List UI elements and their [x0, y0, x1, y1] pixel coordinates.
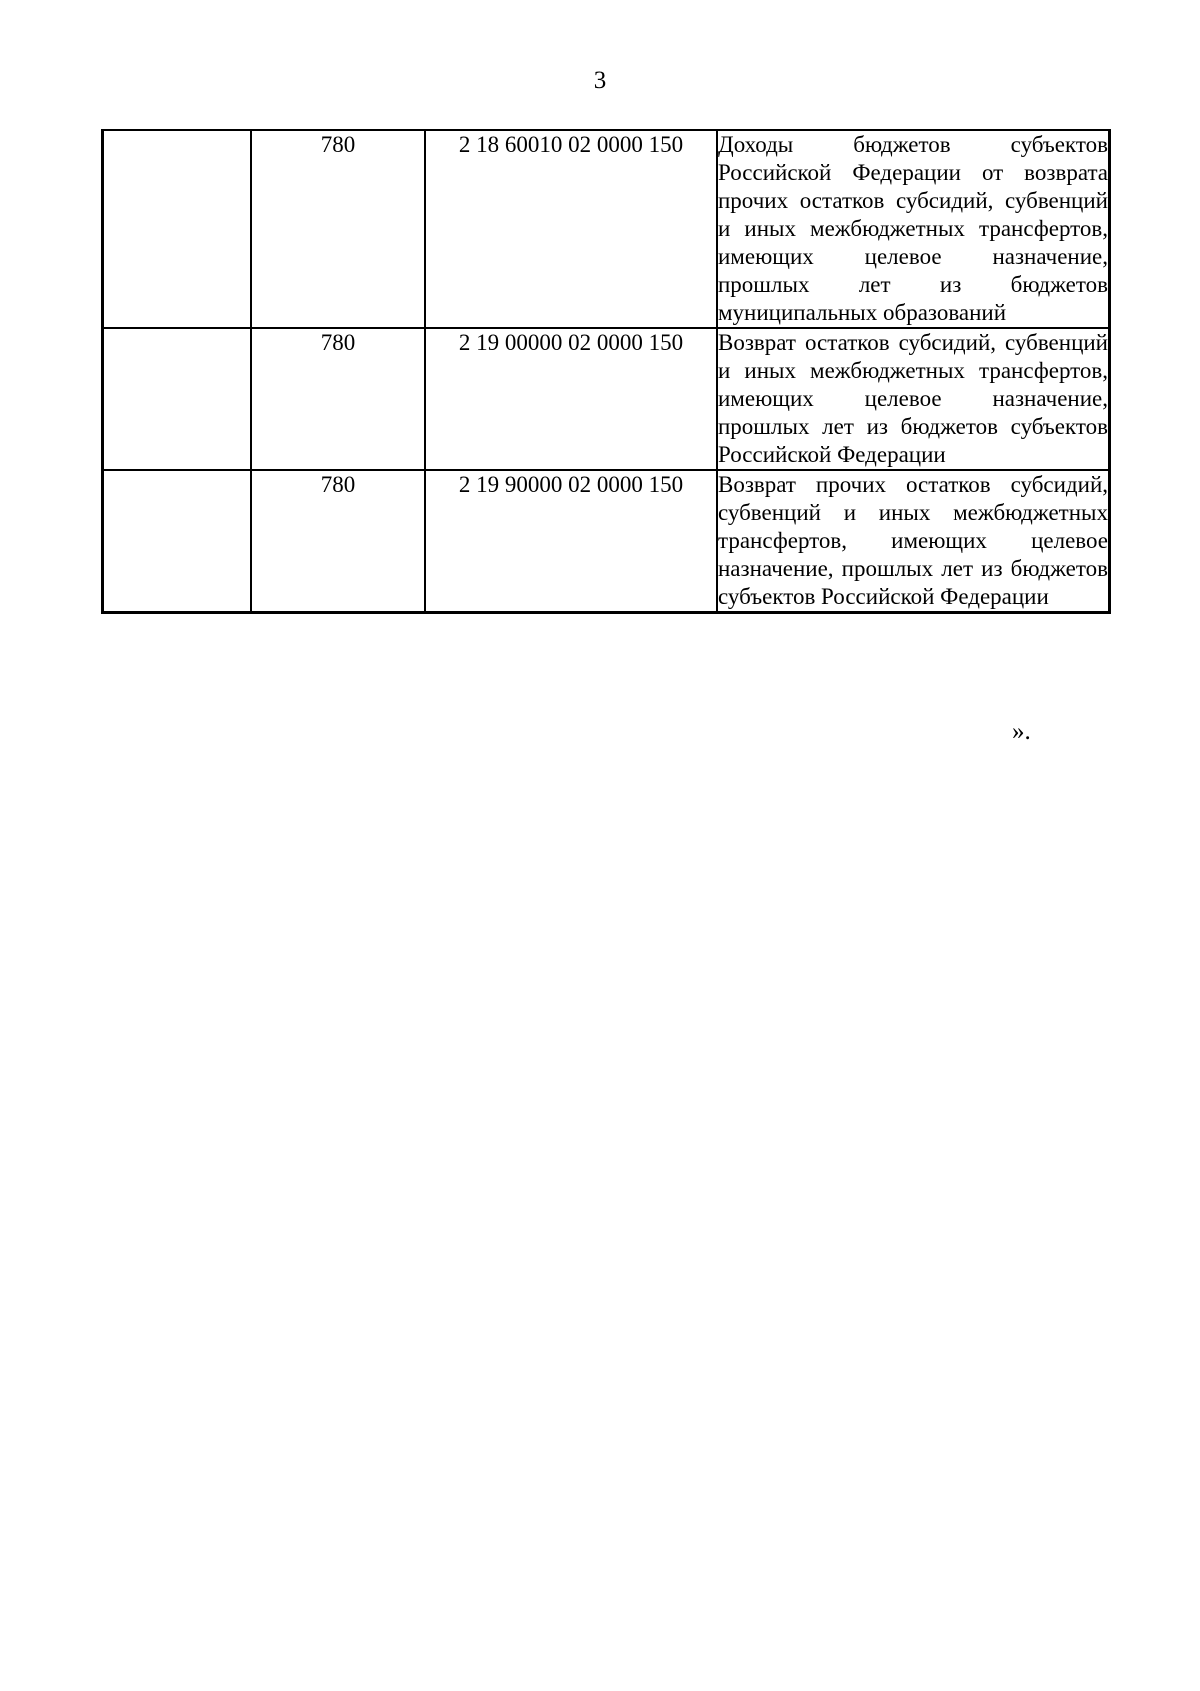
- kbk-code-cell: 2 19 90000 02 0000 150: [425, 470, 717, 613]
- kbk-code-cell: 2 19 00000 02 0000 150: [425, 328, 717, 470]
- admin-code-cell: 780: [251, 130, 425, 328]
- closing-quote-mark: ».: [1012, 718, 1031, 745]
- income-name-cell: Возврат прочих остатков субсидий, субвенций и иных межбюджетных трансфертов, имеющих целевое назначение, прошлых лет из бюджетов субъектов Российской Федерации: [717, 470, 1110, 613]
- page-number: 3: [593, 67, 607, 94]
- admin-code-cell: 780: [251, 470, 425, 613]
- table-row: [103, 470, 1110, 613]
- admin-code-cell: 780: [251, 328, 425, 470]
- kbk-code-cell: 2 18 60010 02 0000 150: [425, 130, 717, 328]
- table-cell-empty: [103, 130, 252, 328]
- table-cell-empty: [103, 470, 252, 613]
- table-row: [103, 328, 1110, 470]
- income-name-cell: Доходы бюджетов субъектов Российской Федерации от возврата прочих остатков субсидий, субвенций и иных межбюджетных трансфертов, имеющих целевое назначение, прошлых лет из бюджетов муниципальных образований: [717, 130, 1110, 328]
- table-cell-empty: [103, 328, 252, 470]
- table-row: [103, 130, 1110, 328]
- budget-classification-table: [101, 129, 1111, 614]
- income-name-cell: Возврат остатков субсидий, субвенций и иных межбюджетных трансфертов, имеющих целевое назначение, прошлых лет из бюджетов субъектов Российской Федерации: [717, 328, 1110, 470]
